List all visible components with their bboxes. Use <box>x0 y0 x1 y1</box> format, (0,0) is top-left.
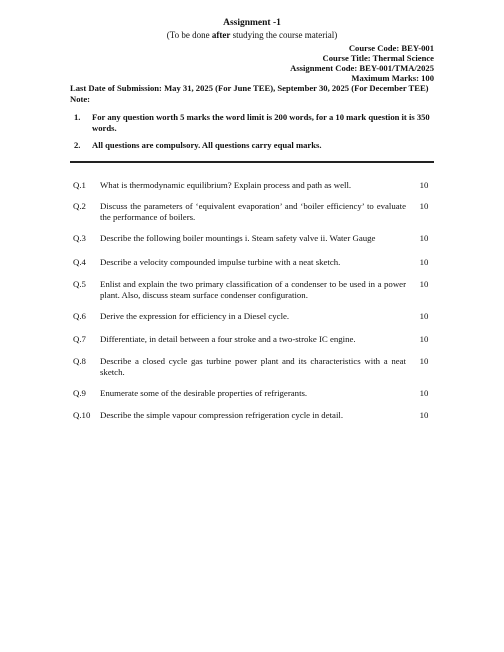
question-number: Q.8 <box>73 356 86 366</box>
question-number: Q.6 <box>73 311 86 321</box>
question-marks: 10 <box>419 180 429 190</box>
question-number: Q.1 <box>73 180 86 190</box>
question-marks: 10 <box>419 410 429 420</box>
question-text: Enumerate some of the desirable properties of refrigerants. <box>100 388 308 398</box>
instruction-number: 2. <box>74 140 81 150</box>
maximum-marks: Maximum Marks: 100 <box>351 73 434 83</box>
submission-deadline: Last Date of Submission: May 31, 2025 (For June TEE), September 30, 2025 (For December TEE) <box>70 83 429 93</box>
question-text: Describe a closed cycle gas turbine power plant and its characteristics with a neat sketch. <box>100 356 406 377</box>
course-title: Course Title: Thermal Science <box>322 53 434 63</box>
question-number: Q.4 <box>73 257 86 267</box>
instruction-text: For any question worth 5 marks the word limit is 200 words, for a 10 mark question it is 350 words. <box>92 112 430 133</box>
note-label: Note: <box>70 94 91 104</box>
question-text: Describe the following boiler mountings i. Steam safety valve ii. Water Gauge <box>100 233 376 243</box>
question-number: Q.9 <box>73 388 86 398</box>
question-marks: 10 <box>419 233 429 243</box>
question-marks: 10 <box>419 311 429 321</box>
subtitle-emphasis: after <box>211 30 231 40</box>
question-marks: 10 <box>419 201 429 211</box>
subtitle-start: (To be done <box>166 30 212 40</box>
question-text: What is thermodynamic equilibrium? Explain process and path as well. <box>100 180 352 190</box>
question-text: Describe a velocity compounded impulse turbine with a neat sketch. <box>100 257 341 267</box>
question-text: Differentiate, in detail between a four stroke and a two-stroke IC engine. <box>100 334 356 344</box>
question-marks: 10 <box>419 279 429 289</box>
question-number: Q.5 <box>73 279 86 289</box>
question-marks: 10 <box>419 334 429 344</box>
page-title: Assignment -1 <box>223 18 281 28</box>
question-text: Derive the expression for efficiency in a Diesel cycle. <box>100 311 290 321</box>
question-number: Q.7 <box>73 334 86 344</box>
instruction-text: All questions are compulsory. All questions carry equal marks. <box>92 140 322 150</box>
question-marks: 10 <box>419 356 429 366</box>
question-text: Enlist and explain the two primary classification of a condenser to be used in a power plant. Also, discuss steam surface condenser configuration. <box>100 279 406 300</box>
section-divider <box>70 161 434 163</box>
question-text: Discuss the parameters of ‘equivalent evaporation’ and ‘boiler efficiency’ to evaluate the performance of boilers. <box>100 201 406 222</box>
course-code: Course Code: BEY-001 <box>348 43 434 53</box>
question-marks: 10 <box>419 388 429 398</box>
instruction-number: 1. <box>74 112 81 122</box>
question-number: Q.2 <box>73 201 86 211</box>
question-number: Q.10 <box>73 410 91 420</box>
subtitle-end: studying the course material) <box>230 30 338 40</box>
question-text: Describe the simple vapour compression refrigeration cycle in detail. <box>100 410 344 420</box>
assignment-code: Assignment Code: BEY-001/TMA/2025 <box>290 63 434 73</box>
question-marks: 10 <box>419 257 429 267</box>
question-number: Q.3 <box>73 233 86 243</box>
page-subtitle <box>0 30 504 40</box>
